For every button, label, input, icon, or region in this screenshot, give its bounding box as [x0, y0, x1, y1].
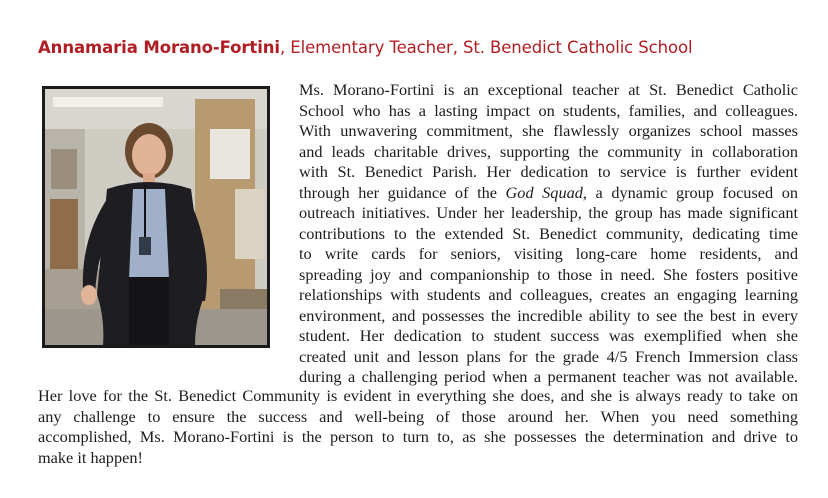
text-fragment: , a dynamic group focused on	[582, 182, 799, 202]
text-line	[299, 183, 798, 204]
text-line: student. Her dedication to student success was exemplified when she	[299, 326, 798, 345]
text-line: to write cards for seniors, visiting long-care home residents, and	[299, 244, 798, 263]
text-line: any challenge to ensure the success and well-being of those around her. When you need something	[38, 406, 798, 426]
text-line: Ms. Morano-Fortini is an exceptional teacher at St. Benedict Catholic	[299, 80, 798, 99]
body-paragraph-beside-photo	[299, 80, 798, 388]
text-line: Her love for the St. Benedict Community is evident in everything she does, and she is always ready to take on	[38, 386, 798, 405]
text-line: relationships with students and colleagues, creates an engaging learning	[299, 285, 798, 304]
text-line: outreach initiatives. Under her leadership, the group has made significant	[299, 203, 798, 222]
teacher-role: Elementary Teacher, St. Benedict Catholic School	[285, 38, 693, 57]
teacher-name: Annamaria Morano-Fortini	[38, 38, 280, 57]
text-fragment: through her guidance of the	[299, 182, 506, 202]
text-line: with St. Benedict Parish. Her dedication to service is further evident	[299, 162, 798, 181]
teacher-photo	[42, 86, 270, 348]
group-name: God Squad	[505, 182, 583, 202]
teacher-photo-image	[45, 89, 267, 345]
text-line: environment, and possesses the incredible ability to see the best in every	[299, 305, 798, 325]
text-line: spreading joy and companionship to those in need. She fosters positive	[299, 264, 798, 284]
text-line: With unwavering commitment, she flawlessly organizes school masses	[299, 121, 798, 140]
article-heading	[38, 38, 808, 57]
heading-comma: ,	[279, 38, 286, 57]
text-line: accomplished, Ms. Morano-Fortini is the person to turn to, as she possesses the determination and drive to	[38, 427, 798, 446]
text-line: and leads charitable drives, supporting the community in collaboration	[299, 141, 798, 161]
text-line: during a challenging period when a permanent teacher was not available.	[299, 367, 798, 386]
text-line: School who has a lasting impact on students, families, and colleagues.	[299, 100, 798, 120]
text-line: created unit and lesson plans for the grade 4/5 French Immersion class	[299, 346, 798, 366]
text-line: contributions to the extended St. Benedict community, dedicating time	[299, 223, 798, 243]
body-paragraph-full-width	[38, 386, 798, 468]
text-line: make it happen!	[38, 447, 143, 467]
